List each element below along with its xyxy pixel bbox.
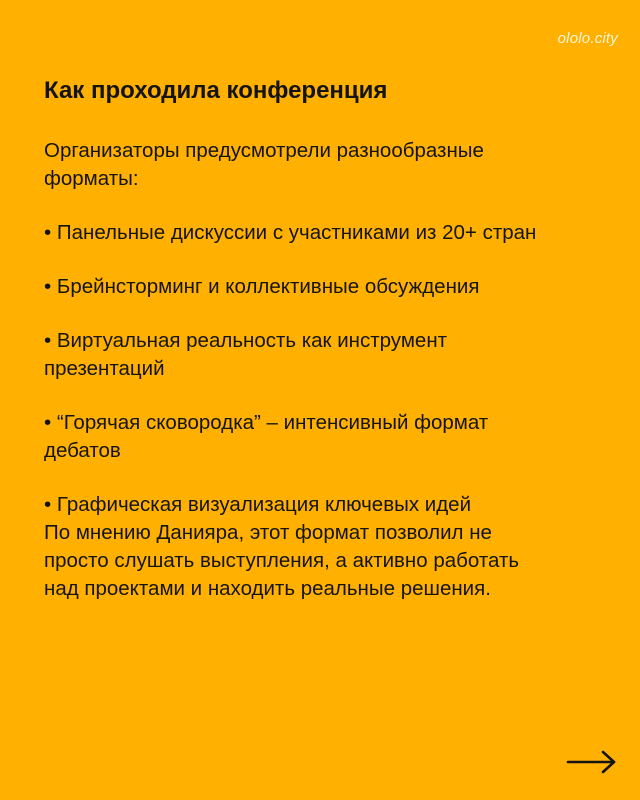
list-item: • Виртуальная реальность как инструмент презентаций [44, 329, 448, 380]
intro-paragraph: Организаторы предусмотрели разнообразные форматы: [44, 139, 484, 190]
spacer [44, 383, 604, 409]
arrow-right-icon [566, 749, 618, 775]
closing-paragraph: По мнению Данияра, этот формат позволил не просто слушать выступления, а активно работать над проектами и находить реальные решения. [44, 521, 520, 600]
spacer [44, 301, 604, 327]
list-item: • Брейнсторминг и коллективные обсуждения [44, 275, 480, 298]
spacer [44, 247, 604, 273]
spacer [44, 193, 604, 219]
list-item: • Панельные дискуссии с участниками из 20+ стран [44, 221, 537, 244]
spacer [44, 465, 604, 491]
next-button[interactable] [566, 749, 618, 775]
list-item: • “Горячая сковородка” – интенсивный формат дебатов [44, 411, 489, 462]
article-body [44, 137, 604, 603]
page-title: Как проходила конференция [44, 77, 388, 104]
site-label: ololo.city [557, 30, 618, 47]
list-item: • Графическая визуализация ключевых идей [44, 493, 472, 516]
